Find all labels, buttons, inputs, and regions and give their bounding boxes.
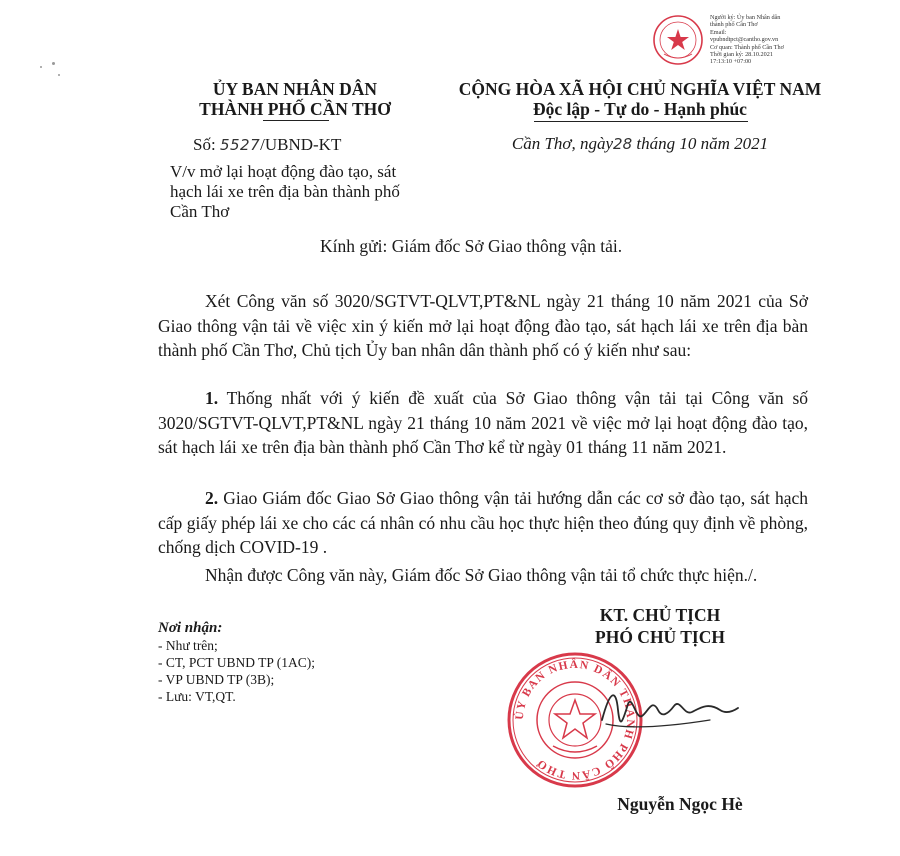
document-number-prefix: Số: bbox=[193, 135, 220, 154]
scan-speck bbox=[58, 74, 60, 76]
org-underline bbox=[263, 120, 329, 121]
item-1-paragraph bbox=[158, 386, 808, 460]
signer-title: PHÓ CHỦ TỊCH bbox=[595, 627, 725, 647]
handwritten-signature bbox=[592, 680, 742, 740]
issuing-org-line1: ỦY BAN NHÂN DÂN bbox=[212, 79, 378, 99]
signer-authority: KT. CHỦ TỊCH bbox=[599, 605, 721, 625]
document-number-suffix: /UBND-KT bbox=[260, 135, 342, 154]
scan-speck bbox=[40, 66, 42, 68]
digital-signature-emblem bbox=[652, 14, 704, 66]
motto-underline bbox=[534, 121, 748, 122]
document-date bbox=[455, 134, 825, 154]
date-suffix: tháng 10 năm 2021 bbox=[632, 134, 769, 153]
esign-line: Thời gian ký: 28.10.2021 bbox=[710, 51, 773, 59]
digital-signature-info bbox=[710, 14, 895, 66]
recipient-item: - VP UBND TP (3B); bbox=[158, 672, 275, 687]
recipient-item: - Lưu: VT,QT. bbox=[158, 689, 236, 704]
scan-speck bbox=[52, 62, 55, 65]
item-2-text: Giao Giám đốc Giao Sở Giao thông vận tải hướng dẫn các cơ sở đào tạo, sát hạch cấp giấy phép lái xe cho các cá nhân có nhu cầu học thực hiện theo đúng quy định về phòng, chống dịch COVID-19 . bbox=[158, 488, 808, 557]
item-2-paragraph bbox=[158, 486, 808, 560]
item-1-text: Thống nhất với ý kiến đề xuất của Sở Giao thông vận tải tại Công văn số 3020/SGTVT-QLVT,PT&NL ngày 21 tháng 10 năm 2021 về việc mở lại hoạt động đào tạo, sát hạch lái xe trên địa bàn thành phố Cần Thơ kể từ ngày 01 tháng 11 năm 2021. bbox=[158, 388, 808, 457]
document-subject: V/v mở lại hoạt động đào tạo, sát hạch lái xe trên địa bàn thành phố Cần Thơ bbox=[170, 162, 400, 221]
stamp-text: ỦY BAN NHÂN DÂN THÀNH PHỐ CẦN THƠ bbox=[513, 658, 637, 782]
intro-paragraph: Xét Công văn số 3020/SGTVT-QLVT,PT&NL ngày 21 tháng 10 năm 2021 của Sở Giao thông vận tải về việc xin ý kiến mở lại hoạt động đào tạo, sát hạch lái xe trên địa bàn thành phố Cần Thơ, Chủ tịch Ủy ban nhân dân thành phố có ý kiến như sau: bbox=[158, 291, 808, 360]
national-title: CỘNG HÒA XÃ HỘI CHỦ NGHĨA VIỆT NAM bbox=[458, 79, 822, 99]
date-day-handwritten: 28 bbox=[613, 135, 633, 153]
esign-line: Email: bbox=[710, 28, 727, 36]
esign-line: Người ký: Ủy ban Nhân dân bbox=[710, 14, 781, 21]
recipient-item: - CT, PCT UBND TP (1AC); bbox=[158, 655, 316, 670]
recipient-item: - Như trên; bbox=[158, 638, 218, 653]
signer-name: Nguyễn Ngọc Hè bbox=[617, 794, 743, 814]
recipient-line: Kính gửi: Giám đốc Sở Giao thông vận tải. bbox=[320, 236, 623, 256]
esign-line: vpubndtpct@cantho.gov.vn bbox=[710, 36, 779, 44]
national-motto: Độc lập - Tự do - Hạnh phúc bbox=[533, 99, 747, 119]
issuing-org-line2: THÀNH PHỐ CẦN THƠ bbox=[199, 99, 391, 119]
document-number-handwritten: 5527 bbox=[219, 136, 261, 154]
closing-paragraph: Nhận được Công văn này, Giám đốc Sở Giao thông vận tải tổ chức thực hiện./. bbox=[205, 565, 758, 585]
date-prefix: Cần Thơ, ngày bbox=[511, 134, 614, 153]
esign-line: 17:13:10 +07:00 bbox=[710, 58, 752, 66]
item-1-number: 1. bbox=[205, 388, 219, 408]
esign-line: thành phố Cần Thơ bbox=[710, 21, 758, 29]
recipients-title: Nơi nhận: bbox=[158, 620, 223, 636]
item-2-number: 2. bbox=[205, 488, 219, 508]
esign-line: Cơ quan: Thành phố Cần Thơ bbox=[710, 43, 784, 51]
document-number bbox=[193, 135, 341, 155]
